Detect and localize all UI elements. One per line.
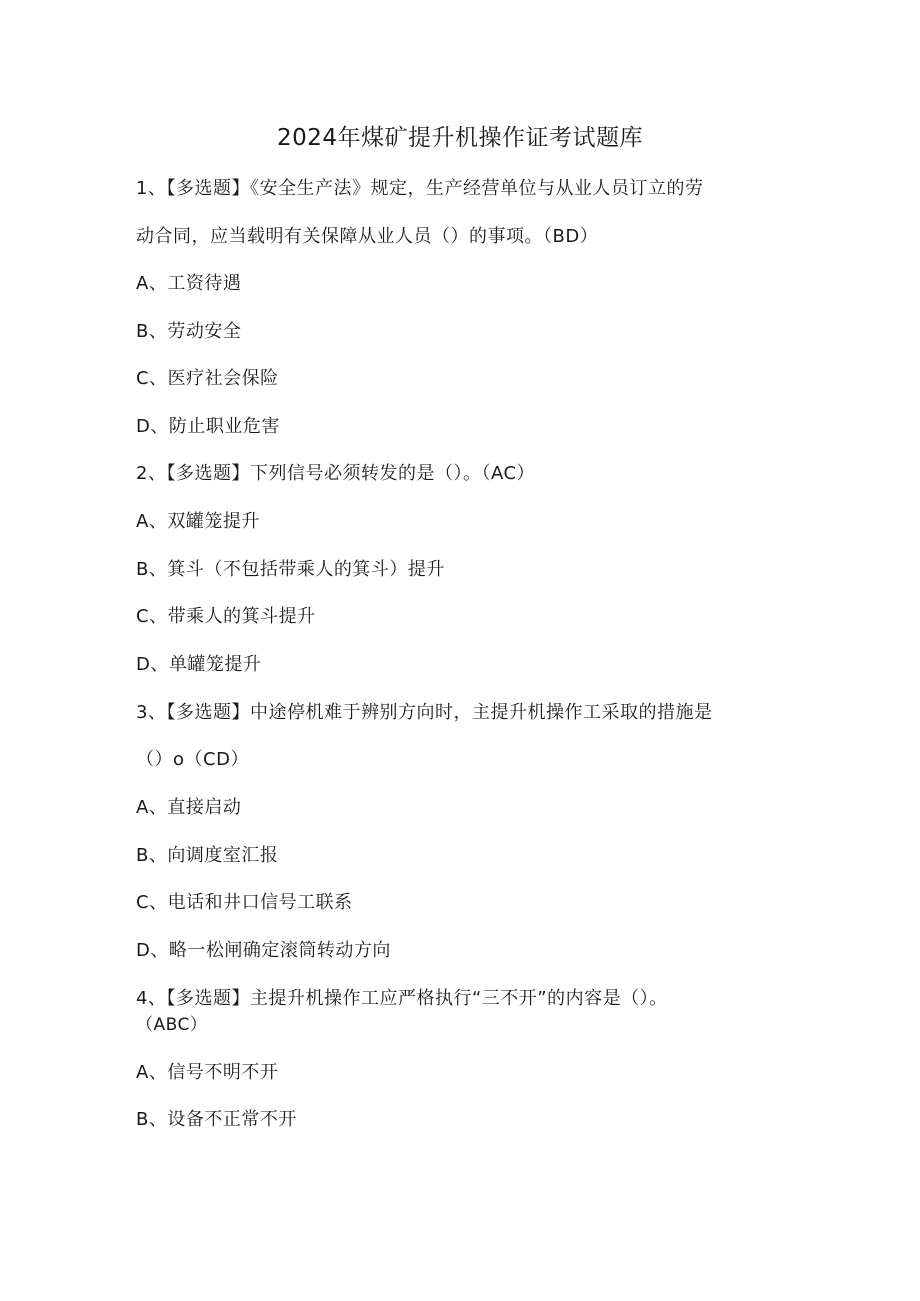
document-title: 2024年煤矿提升机操作证考试题库 xyxy=(276,125,644,151)
question-2-option-b: B、箕斗（不包括带乘人的箕斗）提升 xyxy=(136,559,445,580)
question-4-stem-line-2: （ABC） xyxy=(136,1015,208,1035)
question-3-stem-line-2: （）o（CD） xyxy=(136,749,249,770)
question-1-stem-line-1: 1、【多选题】《安全生产法》规定，生产经营单位与从业人员订立的劳 xyxy=(136,178,704,199)
question-1-option-c: C、医疗社会保险 xyxy=(136,368,279,389)
question-3-option-d: D、略一松闸确定滚筒转动方向 xyxy=(136,940,391,961)
question-3-stem-line-1: 3、【多选题】中途停机难于辨别方向时，主提升机操作工采取的措施是 xyxy=(136,702,713,723)
question-2-option-d: D、单罐笼提升 xyxy=(136,654,262,675)
question-2-option-c: C、带乘人的箕斗提升 xyxy=(136,606,316,627)
question-1-option-b: B、劳动安全 xyxy=(136,321,242,342)
question-4-stem-line-1: 4、【多选题】主提升机操作工应严格执行“三不开”的内容是（）。 xyxy=(136,988,668,1009)
question-1-option-d: D、防止职业危害 xyxy=(136,416,280,437)
question-2-stem-line-1: 2、【多选题】下列信号必须转发的是（）。（AC） xyxy=(136,463,536,484)
question-4-option-a: A、信号不明不开 xyxy=(136,1062,279,1083)
question-2-option-a: A、双罐笼提升 xyxy=(136,511,260,532)
question-3-option-c: C、电话和井口信号工联系 xyxy=(136,892,353,913)
question-3-option-a: A、直接启动 xyxy=(136,797,242,818)
question-1-stem-line-2: 动合同，应当载明有关保障从业人员（）的事项。（BD） xyxy=(136,226,599,247)
question-4-option-b: B、设备不正常不开 xyxy=(136,1109,297,1130)
question-1-option-a: A、工资待遇 xyxy=(136,273,242,294)
question-3-option-b: B、向调度室汇报 xyxy=(136,845,279,866)
